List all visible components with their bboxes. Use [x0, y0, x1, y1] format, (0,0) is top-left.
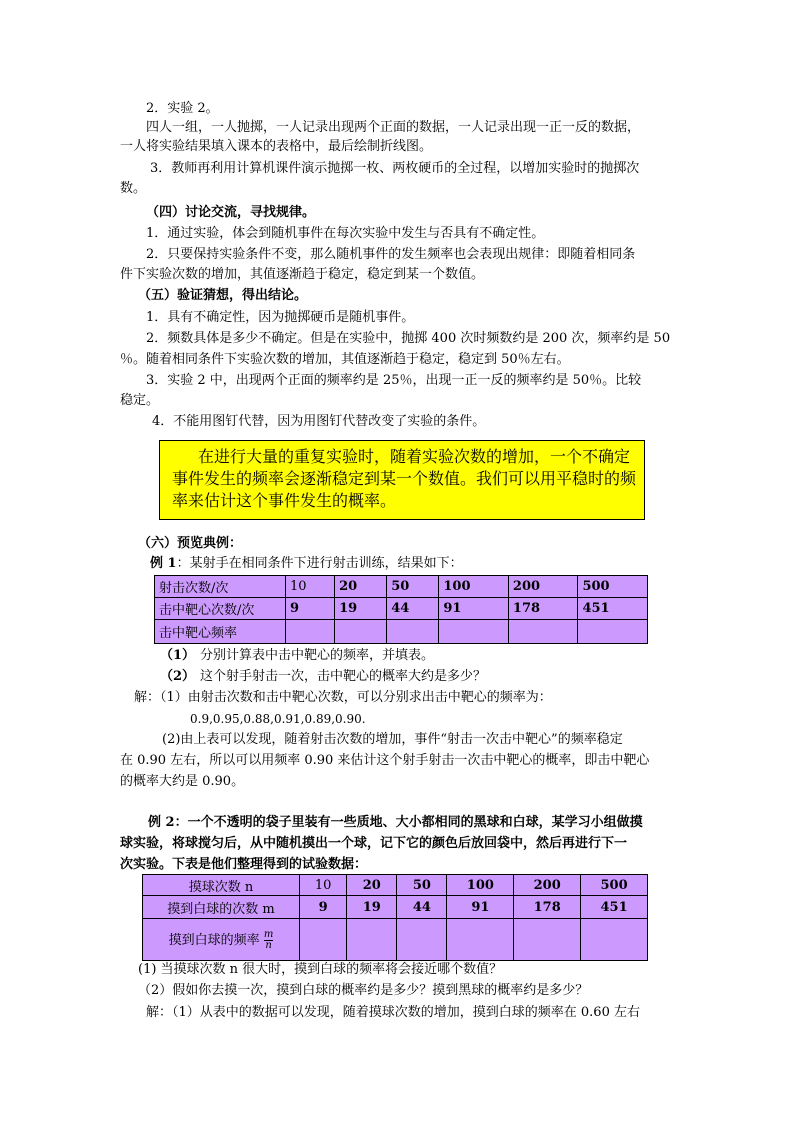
- example-1-intro: [150, 556, 463, 572]
- text-line: 数。: [120, 181, 147, 196]
- callout-line: 率来估计这个事件发生的概率。: [172, 491, 397, 510]
- solution-text: 在 0.90 左右，所以可以用频率 0.90 来估计这个射手射击一次击中靶心的概率，即击中靶心: [120, 753, 650, 768]
- question-text: （2）假如你去摸一次，摸到白球的概率约是多少？摸到黑球的概率约是多少？: [138, 983, 589, 998]
- table-cell: 100: [447, 875, 514, 896]
- empty-cell[interactable]: [397, 919, 447, 961]
- example-2-intro: 例 2：一个不透明的袋子里装有一些质地、大小都相同的黑球和白球，某学习小组做摸: [148, 815, 643, 830]
- table-row: [155, 620, 648, 644]
- table-cell: 20: [335, 576, 387, 598]
- table-row: [155, 598, 648, 620]
- shooting-table: [154, 575, 648, 644]
- empty-cell[interactable]: [347, 919, 397, 961]
- question-text: 这个射手射击一次，击中靶心的概率大约是多少？: [200, 669, 487, 684]
- table-row: [143, 919, 648, 961]
- table-cell: 200: [514, 875, 581, 896]
- table-cell: 200: [508, 576, 578, 598]
- text-line: 四人一组，一人抛掷，一人记录出现两个正面的数据，一人记录出现一正一反的数据，: [146, 120, 641, 135]
- text-line: 4．不能用图钉代替，因为用图钉代替改变了实验的条件。: [152, 414, 486, 429]
- table-cell: 178: [508, 598, 578, 620]
- table-cell: 9: [300, 896, 347, 919]
- text-line: 2．只要保持实验条件不变，那么随机事件的发生频率也会表现出规律：即随着相同条: [146, 247, 636, 262]
- table-row: [155, 576, 648, 598]
- empty-cell[interactable]: [447, 919, 514, 961]
- table-cell: 19: [347, 896, 397, 919]
- table-cell: 19: [335, 598, 387, 620]
- question-text: (1) 当摸球次数 n 很大时，摸到白球的频率将会接近哪个数值？: [138, 962, 503, 977]
- row-label: 击中靶心频率: [155, 620, 286, 644]
- section-heading: （六）预览典例：: [138, 536, 243, 551]
- text-line: 件下实验次数的增加，其值逐渐趋于稳定，稳定到某一个数值。: [120, 267, 485, 282]
- text-line: 1．通过实验，体会到随机事件在每次实验中发生与否具有不确定性。: [146, 226, 545, 241]
- text-line: 一人将实验结果填入课本的表格中，最后绘制折线图。: [120, 139, 433, 154]
- row-label-text: 摸到白球的频率: [168, 932, 260, 948]
- table-row: [143, 896, 648, 919]
- solution-text: (2)由上表可以发现，随着射击次数的增加，事件“射击一次击中靶心”的频率稳定: [162, 732, 623, 747]
- fraction-numerator: m: [263, 928, 274, 940]
- callout-line: 在进行大量的重复实验时，随着实验次数的增加，一个不确定: [198, 447, 631, 466]
- table-cell: 91: [439, 598, 509, 620]
- empty-cell[interactable]: [335, 620, 387, 644]
- empty-cell[interactable]: [508, 620, 578, 644]
- example-2-intro: 次实验。下表是他们整理得到的试验数据：: [120, 857, 368, 872]
- empty-cell[interactable]: [286, 620, 335, 644]
- empty-cell[interactable]: [581, 919, 648, 961]
- table-cell: 10: [286, 576, 335, 598]
- table-cell: 50: [397, 875, 447, 896]
- table-cell: 178: [514, 896, 581, 919]
- empty-cell[interactable]: [578, 620, 648, 644]
- row-label: 射击次数/次: [155, 576, 286, 598]
- empty-cell[interactable]: [514, 919, 581, 961]
- table-cell: 500: [578, 576, 648, 598]
- empty-cell[interactable]: [387, 620, 439, 644]
- table-cell: 50: [387, 576, 439, 598]
- section-heading: （四）讨论交流，寻找规律。: [146, 205, 316, 220]
- solution-text: 的概率大约是 0.90。: [120, 774, 245, 789]
- empty-cell[interactable]: [439, 620, 509, 644]
- conclusion-callout: [159, 440, 645, 520]
- empty-cell[interactable]: [300, 919, 347, 961]
- section-heading: （五）验证猜想，得出结论。: [138, 288, 308, 303]
- table-cell: 10: [300, 875, 347, 896]
- question-text: 分别计算表中击中靶心的频率，并填表。: [200, 648, 435, 663]
- solution-text: 解：（1）由射击次数和击中靶心次数，可以分别求出击中靶心的频率为：: [134, 690, 552, 705]
- question-number: （2）: [160, 669, 196, 684]
- text-line: ％。随着相同条件下实验次数的增加，其值逐渐趋于稳定，稳定到 50％左右。: [120, 352, 570, 367]
- table-cell: 9: [286, 598, 335, 620]
- fraction-m-over-n: [264, 930, 273, 951]
- text-line: 1．具有不确定性，因为抛掷硬币是随机事件。: [146, 310, 415, 325]
- table-cell: 500: [581, 875, 648, 896]
- text-line: 2．实验 2。: [146, 101, 219, 116]
- table-cell: 20: [347, 875, 397, 896]
- row-label: 击中靶心次数/次: [155, 598, 286, 620]
- callout-line: 事件发生的频率会逐渐稳定到某一个数值。我们可以用平稳时的频: [172, 469, 637, 488]
- table-cell: 91: [447, 896, 514, 919]
- example-label: 例 1: [150, 556, 177, 571]
- fraction-denominator: n: [265, 939, 272, 951]
- text-line: 2．频数具体是多少不确定。但是在实验中，抛掷 400 次时频数约是 200 次，频率约是 50: [146, 331, 671, 346]
- question-number: （1）: [160, 648, 196, 663]
- solution-values: 0.9,0.95,0.88,0.91,0.89,0.90.: [190, 712, 366, 726]
- example-intro-text: ：某射手在相同条件下进行射击训练，结果如下：: [176, 556, 463, 571]
- table-row: [143, 875, 648, 896]
- text-line: 3．教师再利用计算机课件演示抛掷一枚、两枚硬币的全过程，以增加实验时的抛掷次: [150, 161, 640, 176]
- table-cell: 100: [439, 576, 509, 598]
- text-line: 3．实验 2 中，出现两个正面的频率约是 25％，出现一正一反的频率约是 50％。比较: [146, 373, 642, 388]
- row-label: 摸球次数 n: [143, 875, 300, 896]
- solution-text: 解：（1）从表中的数据可以发现，随着摸球次数的增加，摸到白球的频率在 0.60 左右: [146, 1005, 640, 1020]
- table-cell: 451: [581, 896, 648, 919]
- text-line: 稳定。: [120, 393, 160, 408]
- example-2-intro: 球实验，将球搅匀后，从中随机摸出一个球，记下它的颜色后放回袋中，然后再进行下一: [120, 836, 628, 851]
- ball-draw-table: [142, 874, 648, 961]
- row-label: [143, 919, 300, 961]
- row-label: 摸到白球的次数 m: [143, 896, 300, 919]
- table-cell: 451: [578, 598, 648, 620]
- table-cell: 44: [387, 598, 439, 620]
- table-cell: 44: [397, 896, 447, 919]
